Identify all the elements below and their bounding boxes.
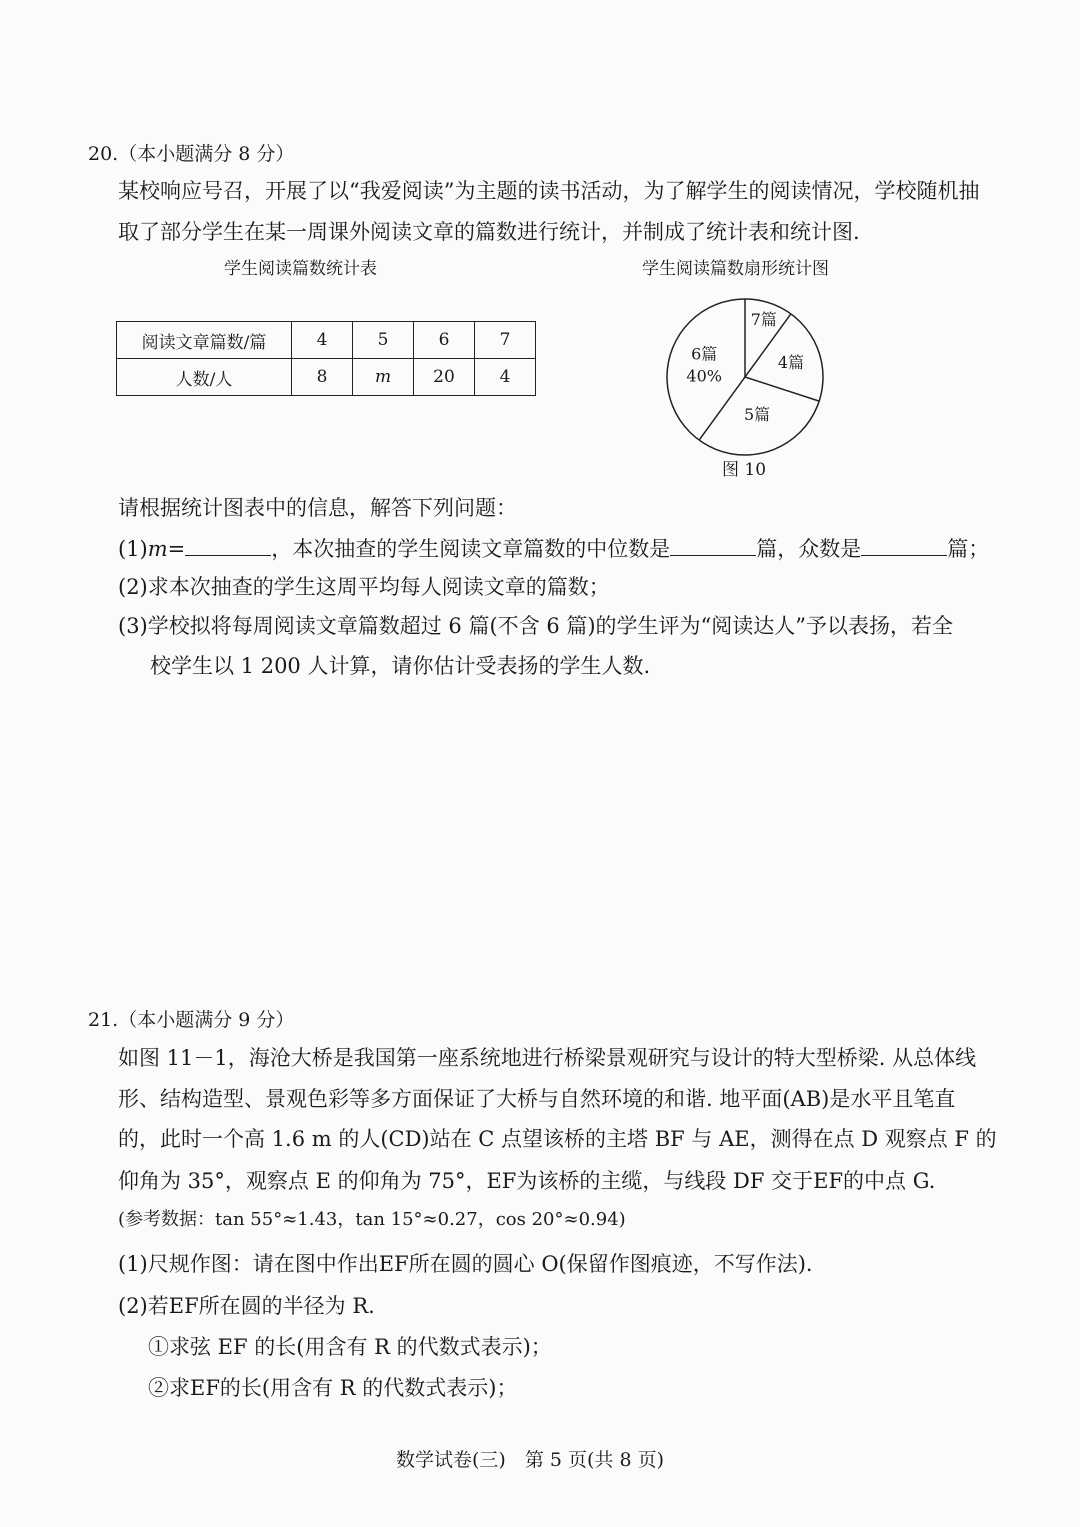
q21-part2a: ①求弦 EF 的长(用含有 R 的代数式表示)； xyxy=(148,1335,552,1359)
table-row-header: 人数/人 xyxy=(117,359,292,396)
table-cell: 4 xyxy=(475,359,536,396)
answer-blank-median xyxy=(670,537,756,556)
q21-line3: 的，此时一个高 1.6 m 的人(CD)站在 C 点望该桥的主塔 BF 与 AE，测得在点 D 观察点 F 的 xyxy=(118,1127,997,1151)
page-footer: 数学试卷(三) 第 5 页(共 8 页) xyxy=(396,1449,664,1471)
pie-slice-divider xyxy=(699,377,745,440)
pie-slice-divider xyxy=(745,377,819,401)
q21-part2b: ②求EF的长(用含有 R 的代数式表示)； xyxy=(148,1376,518,1400)
pie-slice-label: 7篇 xyxy=(750,310,777,330)
q21-reference-data: (参考数据：tan 55°≈1.43，tan 15°≈0.27，cos 20°≈0.94) xyxy=(118,1209,626,1230)
pie-slice-label: 4篇 xyxy=(777,353,805,373)
q20-part1-prefix: (1) xyxy=(118,537,148,561)
table-row xyxy=(117,322,536,359)
table-cell: 6 xyxy=(414,322,475,359)
figure-label: 图 10 xyxy=(722,460,767,480)
table-title: 学生阅读篇数统计表 xyxy=(224,259,377,279)
pie-slice-label: 6篇 xyxy=(691,344,718,364)
q21-header: 21.（本小题满分 9 分） xyxy=(88,1009,295,1031)
chart-title: 学生阅读篇数扇形统计图 xyxy=(642,259,829,279)
table-row xyxy=(117,359,536,396)
table-row-header: 阅读文章篇数/篇 xyxy=(117,322,292,359)
q21-line1: 如图 11－1，海沧大桥是我国第一座系统地进行桥梁景观研究与设计的特大型桥梁. 从总体线 xyxy=(118,1046,977,1070)
table-cell: 5 xyxy=(353,322,414,359)
q20-part1 xyxy=(118,537,989,560)
q21-part1: (1)尺规作图：请在图中作出EF所在圆的圆心 O(保留作图痕迹，不写作法). xyxy=(118,1252,813,1276)
q20-header: 20.（本小题满分 8 分） xyxy=(88,143,295,165)
q20-part3-line1: (3)学校拟将每周阅读文章篇数超过 6 篇(不含 6 篇)的学生评为“阅读达人”予以表扬，若全 xyxy=(118,614,954,638)
q20-part1-end: 篇； xyxy=(947,537,990,561)
q20-part1-mode-text: 篇，众数是 xyxy=(756,537,862,561)
q20-part1-median-text: ，本次抽查的学生阅读文章篇数的中位数是 xyxy=(271,537,671,561)
table-cell: m xyxy=(353,359,414,396)
q20-intro-line2: 取了部分学生在某一周课外阅读文章的篇数进行统计，并制成了统计表和统计图. xyxy=(118,220,860,244)
q20-part2: (2)求本次抽查的学生这周平均每人阅读文章的篇数； xyxy=(118,575,610,599)
pie-chart xyxy=(660,292,830,462)
table-cell: 20 xyxy=(414,359,475,396)
equals-sign: = xyxy=(167,537,186,561)
table-cell: 7 xyxy=(475,322,536,359)
q20-part3-line2: 校学生以 1 200 人计算，请你估计受表扬的学生人数. xyxy=(150,654,651,678)
reading-stats-table xyxy=(116,321,536,396)
table-cell: 8 xyxy=(292,359,353,396)
answer-blank-mode xyxy=(861,537,947,556)
q21-line2: 形、结构造型、景观色彩等多方面保证了大桥与自然环境的和谐. 地平面(AB)是水平且笔直 xyxy=(118,1087,956,1111)
q21-line4: 仰角为 35°，观察点 E 的仰角为 75°，EF为该桥的主缆，与线段 DF 交于EF的中点 G. xyxy=(118,1169,936,1193)
q20-intro-line1: 某校响应号召，开展了以“我爱阅读”为主题的读书活动，为了解学生的阅读情况，学校随机抽 xyxy=(118,179,980,203)
var-m: m xyxy=(147,537,168,561)
pie-slice-percent-label: 40% xyxy=(686,366,722,386)
answer-blank-m xyxy=(185,537,271,556)
pie-slice-label: 5篇 xyxy=(743,405,771,425)
q21-part2: (2)若EF所在圆的半径为 R. xyxy=(118,1294,375,1318)
table-cell: 4 xyxy=(292,322,353,359)
q20-prompt: 请根据统计图表中的信息，解答下列问题： xyxy=(118,496,517,520)
